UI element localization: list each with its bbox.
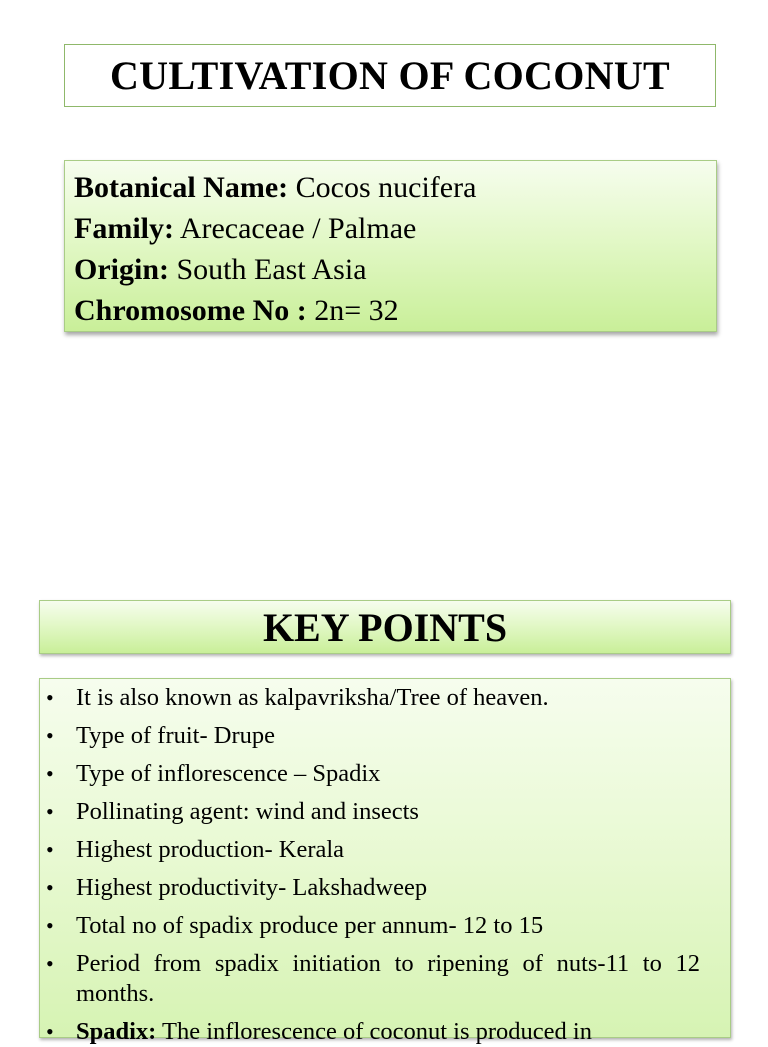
info-botanical-name <box>74 167 707 208</box>
info-value: Cocos nucifera <box>288 171 477 204</box>
key-points-box <box>39 678 731 1045</box>
title-box <box>64 44 716 107</box>
list-item-text: Total no of spadix produce per annum- 12 to 15 <box>76 912 544 939</box>
list-item-text: Type of fruit- Drupe <box>76 722 275 749</box>
bullet-icon: • <box>46 913 54 938</box>
bullet-icon: • <box>46 685 54 710</box>
list-item <box>46 949 700 1009</box>
bullet-icon: • <box>46 837 54 862</box>
info-value: 2n= 32 <box>306 294 399 327</box>
bullet-icon: • <box>46 875 54 900</box>
info-label: Chromosome No : <box>74 294 307 327</box>
list-item <box>46 835 700 865</box>
list-item-text: Period from spadix initiation to ripening of nuts-11 to 12 months. <box>76 950 700 1007</box>
list-item <box>46 683 700 713</box>
list-item <box>46 721 700 751</box>
bullet-icon: • <box>46 723 54 748</box>
bullet-icon: • <box>46 1019 54 1044</box>
list-item-text: Pollinating agent: wind and insects <box>76 798 419 825</box>
bullet-icon: • <box>46 951 54 976</box>
list-item <box>46 1017 700 1047</box>
list-item <box>46 759 700 789</box>
list-item-text: Highest production- Kerala <box>76 836 345 863</box>
info-label: Family: <box>74 212 174 245</box>
info-chromosome <box>74 290 707 331</box>
list-item-bold-label: Spadix: <box>76 1018 157 1045</box>
key-points-list <box>46 683 700 1047</box>
list-item-text: Highest productivity- Lakshadweep <box>76 874 428 901</box>
key-points-header <box>39 600 731 654</box>
list-item <box>46 873 700 903</box>
info-value: South East Asia <box>169 253 367 286</box>
list-item-text: Type of inflorescence – Spadix <box>76 760 381 787</box>
list-item <box>46 797 700 827</box>
list-item-text: The inflorescence of coconut is produced in <box>156 1018 592 1045</box>
info-family <box>74 208 707 249</box>
info-label: Origin: <box>74 253 169 286</box>
slide-title: CULTIVATION OF COCONUT <box>109 53 671 98</box>
info-value: Arecaceae / Palmae <box>173 212 417 245</box>
bullet-icon: • <box>46 799 54 824</box>
info-label: Botanical Name: <box>74 171 289 204</box>
list-item-text: It is also known as kalpavriksha/Tree of heaven. <box>76 684 549 711</box>
botanical-info-box <box>64 160 717 332</box>
bullet-icon: • <box>46 761 54 786</box>
key-points-heading: KEY POINTS <box>262 604 508 650</box>
list-item <box>46 911 700 941</box>
info-origin <box>74 249 707 290</box>
